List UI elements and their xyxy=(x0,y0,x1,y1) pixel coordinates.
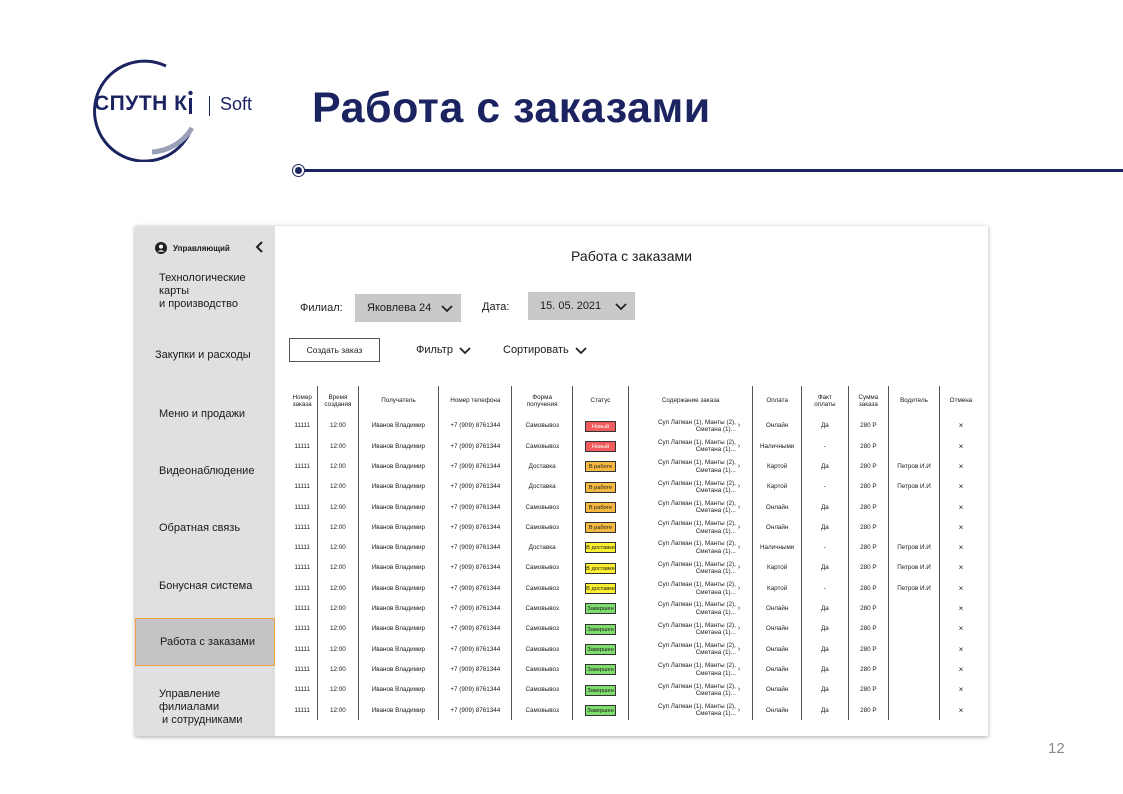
expand-content-chevron-icon[interactable]: › xyxy=(737,665,741,673)
status-badge[interactable]: В работе xyxy=(585,502,616,513)
cell-sum: 280 Р xyxy=(848,558,888,578)
cell-paid: Да xyxy=(802,517,849,537)
sidebar-item-branches[interactable]: Управление филиалами и сотрудниками xyxy=(159,688,243,726)
table-row[interactable] xyxy=(287,639,982,659)
table-row[interactable] xyxy=(287,619,982,639)
cell-phone: +7 (909) 8761344 xyxy=(439,497,512,517)
cell-sum: 280 Р xyxy=(848,517,888,537)
cell-delivery-form: Самовывоз xyxy=(512,660,572,680)
status-badge[interactable]: Завершен xyxy=(585,603,616,614)
sort-label: Сортировать xyxy=(503,344,569,356)
status-badge[interactable]: В доставке xyxy=(585,583,616,594)
cell-order-content: Суп Лагман (1), Манты (2), Сметана (1)... xyxy=(629,436,738,456)
cell-status xyxy=(572,517,628,537)
cell-status xyxy=(572,497,628,517)
cell-status xyxy=(572,457,628,477)
chevron-down-icon xyxy=(459,345,471,355)
cell-payment: Наличными xyxy=(753,436,802,456)
cell-created-time: 12:00 xyxy=(318,558,358,578)
sidebar-item-tech-cards[interactable]: Технологические карты и производство xyxy=(159,272,246,310)
cell-phone: +7 (909) 8761344 xyxy=(439,619,512,639)
cell-status xyxy=(572,660,628,680)
sidebar-item-video[interactable]: Видеонаблюдение xyxy=(159,465,255,477)
cell-sum: 280 Р xyxy=(848,578,888,598)
branch-value: Яковлева 24 xyxy=(367,302,432,314)
filter-dropdown[interactable] xyxy=(416,344,471,356)
cell-paid: Да xyxy=(802,680,849,700)
cell-driver xyxy=(889,517,940,537)
cell-delivery-form: Самовывоз xyxy=(512,558,572,578)
cell-delivery-form: Самовывоз xyxy=(512,700,572,720)
sidebar-item-menu-sales[interactable]: Меню и продажи xyxy=(159,408,245,420)
cancel-order-icon[interactable]: × xyxy=(939,599,982,619)
cell-order-number: 11111 xyxy=(294,564,310,572)
expand-content-chevron-icon[interactable]: › xyxy=(737,584,741,592)
cell-driver xyxy=(889,680,940,700)
cell-order-number: 11111 xyxy=(294,686,310,694)
cell-paid: Да xyxy=(802,639,849,659)
cell-paid: - xyxy=(802,538,849,558)
cancel-order-icon[interactable]: × xyxy=(939,477,982,497)
cell-phone: +7 (909) 8761344 xyxy=(439,457,512,477)
cell-created-time: 12:00 xyxy=(318,538,358,558)
collapse-chevron-icon[interactable] xyxy=(253,240,267,254)
table-row[interactable] xyxy=(287,700,982,720)
cell-driver xyxy=(889,639,940,659)
col-header-sum[interactable]: Сумма заказа xyxy=(848,386,888,416)
cell-phone: +7 (909) 8761344 xyxy=(439,639,512,659)
cell-delivery-form: Самовывоз xyxy=(512,639,572,659)
cell-recipient: Иванов Владимир xyxy=(358,497,439,517)
table-row[interactable] xyxy=(287,660,982,680)
cell-paid: Да xyxy=(802,660,849,680)
cell-delivery-form: Самовывоз xyxy=(512,599,572,619)
filter-label: Фильтр xyxy=(416,344,453,356)
cell-order-content: Суп Лагман (1), Манты (2), Сметана (1)... xyxy=(629,497,738,517)
cell-created-time: 12:00 xyxy=(318,639,358,659)
cell-created-time: 12:00 xyxy=(318,660,358,680)
cell-created-time: 12:00 xyxy=(318,457,358,477)
cell-order-number: 11111 xyxy=(294,584,310,592)
slide-title: Работа с заказами xyxy=(312,84,711,132)
cell-sum: 280 Р xyxy=(848,477,888,497)
cell-phone: +7 (909) 8761344 xyxy=(439,700,512,720)
cell-recipient: Иванов Владимир xyxy=(358,599,439,619)
table-row[interactable] xyxy=(287,578,982,598)
cell-created-time: 12:00 xyxy=(318,680,358,700)
cell-created-time: 12:00 xyxy=(318,578,358,598)
cell-sum: 280 Р xyxy=(848,700,888,720)
cell-recipient: Иванов Владимир xyxy=(358,477,439,497)
app-mockup xyxy=(135,226,988,736)
status-badge[interactable]: В работе xyxy=(585,461,616,472)
cell-order-number: 11111 xyxy=(294,523,310,531)
orders-table xyxy=(287,386,982,720)
cell-order-number: 11111 xyxy=(294,665,310,673)
cell-phone: +7 (909) 8761344 xyxy=(439,477,512,497)
cell-order-content: Суп Лагман (1), Манты (2), Сметана (1)... xyxy=(629,477,738,497)
cell-recipient: Иванов Владимир xyxy=(358,619,439,639)
table-row[interactable] xyxy=(287,416,982,436)
expand-content-chevron-icon[interactable]: › xyxy=(737,523,741,531)
cell-sum: 280 Р xyxy=(848,660,888,680)
cell-recipient: Иванов Владимир xyxy=(358,558,439,578)
status-badge[interactable]: Завершен xyxy=(585,624,616,635)
cell-delivery-form: Самовывоз xyxy=(512,517,572,537)
cell-phone: +7 (909) 8761344 xyxy=(439,660,512,680)
cancel-order-icon[interactable]: × xyxy=(939,436,982,456)
cell-driver xyxy=(889,619,940,639)
sidebar-item-orders[interactable]: Работа с заказами xyxy=(135,618,275,666)
cell-sum: 280 Р xyxy=(848,436,888,456)
chevron-down-icon xyxy=(441,303,453,313)
cancel-order-icon[interactable]: × xyxy=(939,538,982,558)
expand-content-chevron-icon[interactable]: › xyxy=(737,645,741,653)
cell-delivery-form: Доставка xyxy=(512,457,572,477)
cell-status xyxy=(572,538,628,558)
expand-content-chevron-icon[interactable]: › xyxy=(737,706,741,714)
cell-order-content: Суп Лагман (1), Манты (2), Сметана (1)... xyxy=(629,680,738,700)
cell-delivery-form: Доставка xyxy=(512,477,572,497)
cell-sum: 280 Р xyxy=(848,457,888,477)
page-title: Работа с заказами xyxy=(571,248,692,264)
cell-delivery-form: Самовывоз xyxy=(512,416,572,436)
cell-sum: 280 Р xyxy=(848,639,888,659)
cell-paid: Да xyxy=(802,416,849,436)
cell-phone: +7 (909) 8761344 xyxy=(439,578,512,598)
table-row[interactable] xyxy=(287,558,982,578)
cell-payment: Онлайн xyxy=(753,639,802,659)
col-header-form[interactable]: Форма получения xyxy=(512,386,572,416)
cell-order-content: Суп Лагман (1), Манты (2), Сметана (1)... xyxy=(629,639,738,659)
cancel-order-icon[interactable]: × xyxy=(939,680,982,700)
cell-payment: Онлайн xyxy=(753,660,802,680)
cell-order-number: 11111 xyxy=(294,462,310,470)
cell-delivery-form: Самовывоз xyxy=(512,436,572,456)
cell-payment: Онлайн xyxy=(753,416,802,436)
sidebar-item-bonus[interactable]: Бонусная система xyxy=(159,580,253,592)
cell-recipient: Иванов Владимир xyxy=(358,538,439,558)
cell-order-content: Суп Лагман (1), Манты (2), Сметана (1)... xyxy=(629,457,738,477)
col-header-content[interactable]: Содержание заказа xyxy=(629,386,753,416)
table-row[interactable] xyxy=(287,477,982,497)
cell-paid: Да xyxy=(802,700,849,720)
cell-status xyxy=(572,477,628,497)
expand-content-chevron-icon[interactable]: › xyxy=(737,686,741,694)
cell-order-number: 11111 xyxy=(294,442,310,450)
cell-recipient: Иванов Владимир xyxy=(358,578,439,598)
expand-content-chevron-icon[interactable]: › xyxy=(737,462,741,470)
cell-driver: Петров И.И xyxy=(889,558,940,578)
cell-order-content: Суп Лагман (1), Манты (2), Сметана (1)... xyxy=(629,619,738,639)
cell-paid: Да xyxy=(802,619,849,639)
cell-paid: - xyxy=(802,477,849,497)
sort-dropdown[interactable] xyxy=(503,344,587,356)
status-badge[interactable]: В доставке xyxy=(585,542,616,553)
cell-paid: - xyxy=(802,578,849,598)
cell-driver xyxy=(889,700,940,720)
cell-delivery-form: Самовывоз xyxy=(512,680,572,700)
cell-payment: Онлайн xyxy=(753,680,802,700)
cell-payment: Онлайн xyxy=(753,599,802,619)
table-row[interactable] xyxy=(287,436,982,456)
expand-content-chevron-icon[interactable]: › xyxy=(737,442,741,450)
expand-content-chevron-icon[interactable]: › xyxy=(737,605,741,613)
cell-order-content: Суп Лагман (1), Манты (2), Сметана (1)... xyxy=(629,517,738,537)
cell-delivery-form: Доставка xyxy=(512,538,572,558)
cell-phone: +7 (909) 8761344 xyxy=(439,416,512,436)
cell-created-time: 12:00 xyxy=(318,477,358,497)
title-underline xyxy=(298,169,1123,172)
user-icon xyxy=(155,242,167,254)
cell-order-number: 11111 xyxy=(294,503,310,511)
cell-order-number: 11111 xyxy=(294,483,310,491)
cell-order-number: 11111 xyxy=(294,544,310,552)
cell-order-number: 11111 xyxy=(294,605,310,613)
cell-recipient: Иванов Владимир xyxy=(358,700,439,720)
cancel-order-icon[interactable]: × xyxy=(939,497,982,517)
cell-order-content: Суп Лагман (1), Манты (2), Сметана (1)... xyxy=(629,578,738,598)
title-underline-dot xyxy=(293,165,304,176)
cell-status xyxy=(572,700,628,720)
col-header-number[interactable]: Номер заказа xyxy=(292,393,312,408)
cell-created-time: 12:00 xyxy=(318,497,358,517)
cell-order-content: Суп Лагман (1), Манты (2), Сметана (1)... xyxy=(629,700,738,720)
cell-phone: +7 (909) 8761344 xyxy=(439,517,512,537)
cell-delivery-form: Самовывоз xyxy=(512,497,572,517)
cell-driver: Петров И.И xyxy=(889,457,940,477)
cell-created-time: 12:00 xyxy=(318,436,358,456)
cell-driver: Петров И.И xyxy=(889,538,940,558)
cell-order-content: Суп Лагман (1), Манты (2), Сметана (1)... xyxy=(629,558,738,578)
orders-table-body xyxy=(287,416,982,720)
cell-order-content: Суп Лагман (1), Манты (2), Сметана (1)... xyxy=(629,660,738,680)
status-badge[interactable]: Завершен xyxy=(585,664,616,675)
status-badge[interactable]: В работе xyxy=(585,522,616,533)
chevron-down-icon xyxy=(575,345,587,355)
cell-payment: Картой xyxy=(753,578,802,598)
cell-status xyxy=(572,619,628,639)
cell-order-content: Суп Лагман (1), Манты (2), Сметана (1)... xyxy=(629,416,738,436)
cell-sum: 280 Р xyxy=(848,497,888,517)
cell-recipient: Иванов Владимир xyxy=(358,457,439,477)
cell-order-number: 11111 xyxy=(294,625,310,633)
create-order-button[interactable]: Создать заказ xyxy=(289,338,380,362)
cell-payment: Наличными xyxy=(753,538,802,558)
cell-payment: Картой xyxy=(753,558,802,578)
company-logo xyxy=(80,52,280,162)
cancel-order-icon[interactable]: × xyxy=(939,639,982,659)
cell-driver xyxy=(889,599,940,619)
col-header-phone[interactable]: Номер телефона xyxy=(439,386,512,416)
cancel-order-icon[interactable]: × xyxy=(939,578,982,598)
cell-order-content: Суп Лагман (1), Манты (2), Сметана (1)... xyxy=(629,599,738,619)
date-value: 15. 05. 2021 xyxy=(540,300,602,312)
table-row[interactable] xyxy=(287,599,982,619)
cell-driver: Петров И.И xyxy=(889,477,940,497)
col-header-recipient[interactable]: Получатель xyxy=(358,386,439,416)
status-badge[interactable]: Завершен xyxy=(585,705,616,716)
cell-created-time: 12:00 xyxy=(318,619,358,639)
cell-order-number: 11111 xyxy=(294,706,310,714)
chevron-down-icon xyxy=(615,301,627,311)
expand-content-chevron-icon[interactable]: › xyxy=(737,422,741,430)
date-picker[interactable] xyxy=(528,292,635,320)
cell-recipient: Иванов Владимир xyxy=(358,416,439,436)
sidebar-header xyxy=(155,238,267,258)
cell-status xyxy=(572,436,628,456)
main-panel xyxy=(275,226,988,736)
cell-sum: 280 Р xyxy=(848,619,888,639)
cell-created-time: 12:00 xyxy=(318,599,358,619)
cancel-order-icon[interactable]: × xyxy=(939,517,982,537)
cell-phone: +7 (909) 8761344 xyxy=(439,538,512,558)
date-label: Дата: xyxy=(482,301,510,313)
cell-order-content: Суп Лагман (1), Манты (2), Сметана (1)... xyxy=(629,538,738,558)
col-header-cancel[interactable]: Отмена xyxy=(939,386,982,416)
cell-recipient: Иванов Владимир xyxy=(358,639,439,659)
sidebar-item-purchases[interactable]: Закупки и расходы xyxy=(155,349,251,361)
cell-status xyxy=(572,578,628,598)
cancel-order-icon[interactable]: × xyxy=(939,558,982,578)
cell-paid: Да xyxy=(802,558,849,578)
cell-created-time: 12:00 xyxy=(318,517,358,537)
cell-payment: Картой xyxy=(753,457,802,477)
cell-sum: 280 Р xyxy=(848,416,888,436)
status-badge[interactable]: Завершен xyxy=(585,644,616,655)
sidebar-item-feedback[interactable]: Обратная связь xyxy=(159,522,241,534)
cell-paid: Да xyxy=(802,497,849,517)
cell-driver xyxy=(889,497,940,517)
cell-payment: Онлайн xyxy=(753,619,802,639)
cell-recipient: Иванов Владимир xyxy=(358,660,439,680)
cell-driver xyxy=(889,660,940,680)
user-role: Управляющий xyxy=(173,243,230,253)
cell-status xyxy=(572,599,628,619)
logo-divider xyxy=(209,96,210,116)
cell-driver xyxy=(889,416,940,436)
status-badge[interactable]: Новый xyxy=(585,441,616,452)
sidebar xyxy=(135,226,275,736)
expand-content-chevron-icon[interactable]: › xyxy=(737,503,741,511)
cancel-order-icon[interactable]: × xyxy=(939,700,982,720)
table-row[interactable] xyxy=(287,497,982,517)
cancel-order-icon[interactable]: × xyxy=(939,660,982,680)
table-row[interactable] xyxy=(287,538,982,558)
cell-phone: +7 (909) 8761344 xyxy=(439,599,512,619)
col-header-paid[interactable]: Факт оплаты xyxy=(802,386,849,416)
cell-payment: Картой xyxy=(753,477,802,497)
cell-payment: Онлайн xyxy=(753,497,802,517)
cell-phone: +7 (909) 8761344 xyxy=(439,680,512,700)
cancel-order-icon[interactable]: × xyxy=(939,457,982,477)
cell-paid: Да xyxy=(802,599,849,619)
col-header-driver[interactable]: Водитель xyxy=(889,386,940,416)
table-header-row xyxy=(287,386,982,416)
expand-content-chevron-icon[interactable]: › xyxy=(737,544,741,552)
cell-recipient: Иванов Владимир xyxy=(358,436,439,456)
table-row[interactable] xyxy=(287,680,982,700)
status-badge[interactable]: В работе xyxy=(585,482,616,493)
cell-driver: Петров И.И xyxy=(889,578,940,598)
cell-order-number: 11111 xyxy=(294,422,310,430)
page-number: 12 xyxy=(1048,740,1065,757)
cell-payment: Онлайн xyxy=(753,517,802,537)
expand-content-chevron-icon[interactable]: › xyxy=(737,625,741,633)
cell-paid: Да xyxy=(802,457,849,477)
cell-created-time: 12:00 xyxy=(318,416,358,436)
cell-created-time: 12:00 xyxy=(318,700,358,720)
table-row[interactable] xyxy=(287,517,982,537)
cancel-order-icon[interactable]: × xyxy=(939,619,982,639)
cell-order-number: 11111 xyxy=(294,645,310,653)
col-header-status[interactable]: Статус xyxy=(572,386,628,416)
cell-status xyxy=(572,680,628,700)
cell-phone: +7 (909) 8761344 xyxy=(439,558,512,578)
table-row[interactable] xyxy=(287,457,982,477)
expand-content-chevron-icon[interactable]: › xyxy=(737,483,741,491)
col-header-time[interactable]: Время создания xyxy=(318,386,358,416)
branch-select[interactable] xyxy=(355,294,461,322)
cell-sum: 280 Р xyxy=(848,538,888,558)
cell-sum: 280 Р xyxy=(848,680,888,700)
logo-text: СПУТН К xyxy=(94,92,188,115)
status-badge[interactable]: Завершен xyxy=(585,685,616,696)
cell-status xyxy=(572,558,628,578)
cell-status xyxy=(572,639,628,659)
branch-label: Филиал: xyxy=(300,302,343,314)
expand-content-chevron-icon[interactable]: › xyxy=(737,564,741,572)
cell-sum: 280 Р xyxy=(848,599,888,619)
cell-driver xyxy=(889,436,940,456)
cancel-order-icon[interactable]: × xyxy=(939,416,982,436)
logo-soft: Soft xyxy=(220,94,253,114)
cell-delivery-form: Самовывоз xyxy=(512,619,572,639)
cell-status xyxy=(572,416,628,436)
status-badge[interactable]: Новый xyxy=(585,421,616,432)
cell-paid: - xyxy=(802,436,849,456)
cell-recipient: Иванов Владимир xyxy=(358,680,439,700)
cell-payment: Онлайн xyxy=(753,700,802,720)
cell-phone: +7 (909) 8761344 xyxy=(439,436,512,456)
cell-delivery-form: Самовывоз xyxy=(512,578,572,598)
status-badge[interactable]: В доставке xyxy=(585,563,616,574)
cell-recipient: Иванов Владимир xyxy=(358,517,439,537)
col-header-payment[interactable]: Оплата xyxy=(753,386,802,416)
